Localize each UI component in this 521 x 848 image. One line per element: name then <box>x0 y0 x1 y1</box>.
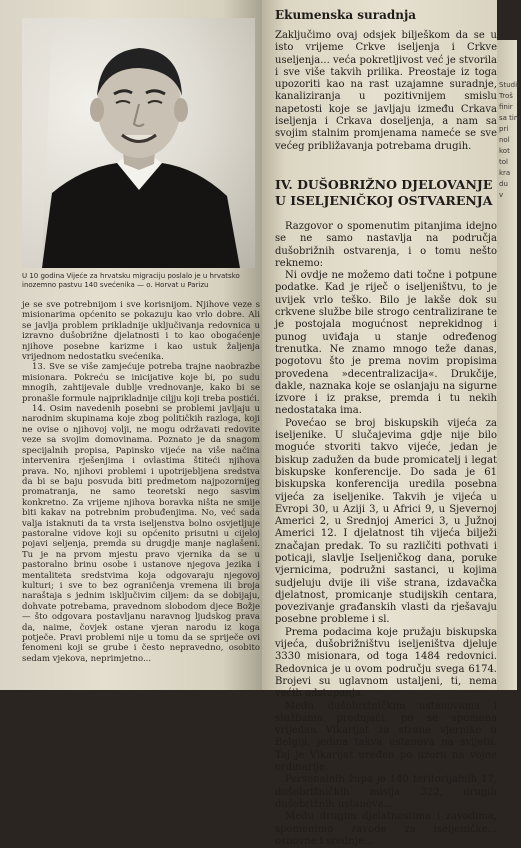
intro-paragraph: Zaključimo ovaj odsjek bilješkom da se u isto vrijeme Crkve iseljenja i Crkve useljenja... veća pokretljivost već je stvorila i sve više takvih prilika. Preostaje iz toga upozoriti kao na rast uzajamne suradnje, kanaliziranja u pozitivnijem smislu napetosti koje se javljaju između Crkava iseljenja i Crkava doseljenja, a nam sa svojim stalnim promjenama nameće se sve većeg približavanja potrebama drugih. <box>275 30 497 152</box>
left-paragraph: 13. Sve se više zamjećuje potreba trajne naobrazbe misionara. Pokreću se inicijative koje bi, po sudu mnogih, zahtijevale dublje vrednovanje, kako bi se pronašle formule najprikladnije ciljju koji treba postići. <box>22 362 260 404</box>
left-paragraph: 14. Osim navedenih posebni se problemi javljaju u narodnim skupinama koje zbog političkih razloga, koji ne ovise o njihovoj volji, ne mogu održavati redovite veze sa svojim domovinama. Poznato je da snagom specijalnih propisa, Papinsko vijeće na više načina intervenira rješenjima i ovlastima štiteći njihova prava. No, njihovi problemi i upotrijebljena sredstva da bi se baju posvuda biti predmetom najpozornijeg promatranja, ne samo teoretski nego sasvim konkretno. Za vrijeme njihova boravka ništa ne smije biti kakav na potrebnim probuđenjima. No, već sada valja istaknuti da ta vrsta iseljenstva bolno osvjetljuje pastoralne vidove koji su općenito prisutni u cijeloj pojavi seljenja, premda su drugdje manje naglašeni. Tu je na prvom mjestu pravo vjernika da se u pastoralno brinu osobe i ustanove njegova jezika i mentaliteta sredstvima koja odgovaraju njegovoj kulturi; i sve to bez ograničenja vremena ili broja naraštaja s jednim isključivim ciljem: da se dobijaju, dohvate potrebama, pravednom slobodom djece Božje — što odgovara postavljanu naravnog ljudskog prava da, naime, čovjek ostane vjeran narodu iz koga potječe. Pravi problemi nije u tomu da se spriječe ovi fenomeni koji se grube i često nepravedno, osobito sedam vjekova, neprimjetno... <box>22 404 260 664</box>
next-page-fragment: kot <box>499 147 510 155</box>
next-page-fragment: kra <box>499 169 511 177</box>
right-paragraph: Prema podacima koje pružaju biskupska vijeća, dušobrižništvu iseljeništva djeluje 3330 misionara, od toga 1484 redovnici. Redovnica je u ovom području svega 6174. Brojevi su uglavnom ustaljeni, ti, nema većih odstupanja. <box>275 626 497 700</box>
photo-caption: U 10 godina Vijeće za hrvatsku migraciju poslalo je u hrvatsko inozemno pastvu 140 svećenika — o. Horvat u Parizu <box>22 272 240 289</box>
right-paragraph: Personalnih župa je 140 teritorijalnih 17, dušobrižničkih misija 322, drugih dušobrižnih ustanova... <box>275 774 497 810</box>
running-head: Ekumenska suradnja <box>275 8 417 22</box>
right-paragraph: Ni ovdje ne možemo dati točne i potpune podatke. Kad je riječ o iseljeništvu, to je uvijek vrlo teško. Bilo je lakše dok su crkvene službe bile strogo centralizirane te je postojala mogućnost neprekidnog i punog uviđaja u stanje određenog trenutka. Ne znamo mnogo teže danas, pogotovu što je prema novim propisima provedena »decentralizacija«. Drukčije, dakle, naznaka koje se oslanjaju na sigurne izvore i iz prakse, premda i tu nekih nedostataka ima. <box>275 270 497 417</box>
chapter-title: IV. DUŠOBRIŽNO DJELOVANJE U ISELJENIČKOJ OSTVARENJA <box>275 176 493 208</box>
priest-portrait-image <box>22 18 255 268</box>
left-text-column <box>22 300 260 690</box>
next-page-fragment: Troš <box>499 92 513 100</box>
next-page-fragment: du <box>499 180 508 188</box>
next-page-fragment: v <box>499 191 504 199</box>
right-paragraph: Među dušobrižničkim ustanovama i službama prednjači, po se spomena vrijedan Vikarijat za strane vjernike u Belgiji, jedina takva ustanova na svijetu. Taj je Vikarijat uređen po uzoru na vojne ordinarije. <box>275 700 497 774</box>
right-paragraph: Razgovor o spomenutim pitanjima idejno se ne samo nastavlja na područja dušobrižnih ostvarenja, i o tomu nešto reknemo: <box>275 220 497 269</box>
next-page-fragment: pri <box>499 125 509 133</box>
priest-photo <box>22 18 255 268</box>
next-page-fragment: tol <box>499 158 508 166</box>
next-page-edge <box>497 40 521 690</box>
left-paragraph: je se sve potrebnijom i sve korisnijom. Njihove veze s misionarima općenito se pokazuju kao vrlo dobre. Ali se javlja problem prikladnije uključivanja redovnica u izravno dušobrižne djelatnosti i to kao obogaćenje njihove posebne karizme i kao ustuk žaljenja vrijednom nedostatku svećenika. <box>22 300 260 363</box>
next-page-fragment: sa tim <box>499 114 521 122</box>
left-page <box>0 0 262 690</box>
next-page-fragment: nol <box>499 136 510 144</box>
next-page-fragment: Studij <box>499 81 519 89</box>
next-page-fragments <box>499 80 519 201</box>
right-paragraph: Povećao se broj biskupskih vijeća za iseljenike. U slučajevima gdje nije bilo moguće stvoriti takvo vijeće, jedan je biskup zadužen da bude promicatelj i legat biskupske konferencije. Do sada je 61 biskupska konferencija uredila posebna vijeća za iseljenike. Takvih je vijeća u Evropi 30, u Aziji 3, u Africi 9, u Sjevernoj Americi 2, u Srednjoj Americi 3, u Južnoj Americi 12. I djelatnost tih vijeća bilježi značajan predak. To su različiti pothvati i poticaji, slavlje Iseljeničkog dana, poruke vjernicima, podružni sastanci, u kojima sudjeluju dvije ili više strana, izdavačka djelatnost, promicanje studijskih centara, povezivanje građanskih vlasti da rješavaju posebne probleme i sl. <box>275 417 497 626</box>
right-paragraph: Među drugim djelatnostima i zavodima, spomenimo zavode za iseljeničke... osnovne i srednje... <box>275 811 497 847</box>
next-page-fragment: finir <box>499 103 513 111</box>
right-text-column <box>275 8 497 847</box>
